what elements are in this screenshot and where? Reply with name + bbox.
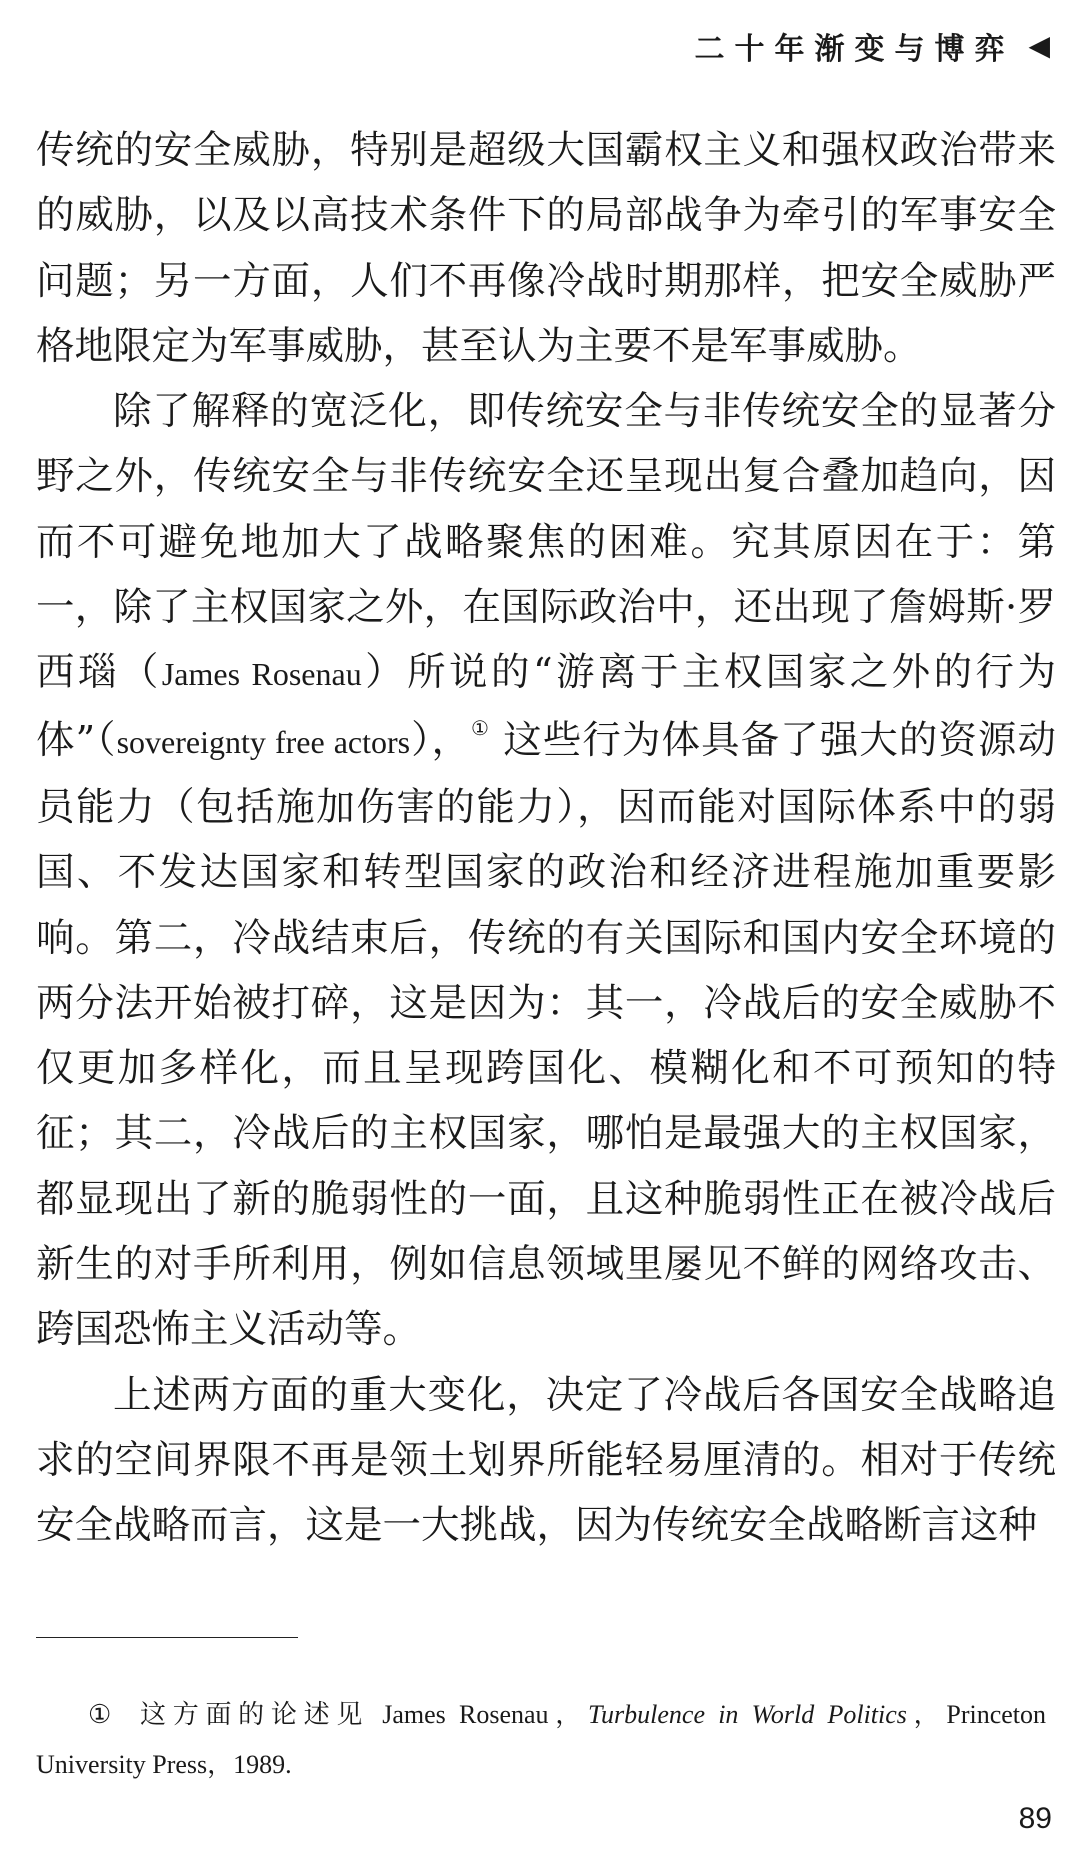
footnote	[36, 1690, 1046, 1790]
body-text	[36, 118, 1056, 1559]
footnote-mark: ①	[88, 1700, 119, 1729]
left-triangle-icon: ◀	[1028, 29, 1050, 62]
footnote-reference[interactable]: ①	[471, 715, 491, 740]
p2-text-b: ）所说的“游离于主权国家之外的行为体”（	[36, 650, 1056, 763]
running-header	[694, 24, 1050, 68]
footnote-text-b: ，Princeton University Press，1989.	[36, 1700, 1046, 1779]
paragraph-1: 传统的安全威胁，特别是超级大国霸权主义和强权政治带来的威胁，以及以高技术条件下的局部战争为牵引的军事安全问题；另一方面，人们不再像冷战时期那样，把安全威胁严格地限定为军事威胁，甚至认为主要不是军事威胁。	[36, 128, 1056, 369]
running-title: 二十年渐变与博弈	[694, 32, 1015, 67]
footnote-book-title: Turbulence in World Politics	[588, 1700, 907, 1729]
page-number: 89	[1018, 1802, 1052, 1835]
p2-text-a: 除了解释的宽泛化，即传统安全与非传统安全的显著分野之外，传统安全与非传统安全还呈现出复合叠加趋向，因而不可避免地加大了战略聚焦的困难。究其原因在于：第一，除了主权国家之外，在国际政治中，还出现了詹姆斯·罗西瑙（	[36, 389, 1056, 696]
footnote-text-a: 这方面的论述见 James Rosenau，	[140, 1700, 588, 1729]
paragraph-2	[36, 379, 1056, 1362]
p2-text-d: 这些行为体具备了强大的资源动员能力（包括施加伤害的能力），因而能对国际体系中的弱国、不发达国家和转型国家的政治和经济进程施加重要影响。第二，冷战结束后，传统的有关国际和国内安全环境的两分法开始被打碎，这是因为：其一，冷战后的安全威胁不仅更加多样化，而且呈现跨国化、模糊化和不可预知的特征；其二，冷战后的主权国家，哪怕是最强大的主权国家，都显现出了新的脆弱性的一面，且这种脆弱性正在被冷战后新生的对手所利用，例如信息领域里屡见不鲜的网络攻击、跨国恐怖主义活动等。	[36, 717, 1056, 1353]
p2-author-name: James Rosenau	[161, 656, 362, 693]
footnote-divider	[36, 1637, 298, 1638]
p2-text-c: ），	[410, 717, 472, 763]
p2-english-term: sovereignty free actors	[116, 723, 411, 760]
paragraph-3: 上述两方面的重大变化，决定了冷战后各国安全战略追求的空间界限不再是领土划界所能轻易厘清的。相对于传统安全战略而言，这是一大挑战，因为传统安全战略断言这种	[36, 1372, 1056, 1549]
